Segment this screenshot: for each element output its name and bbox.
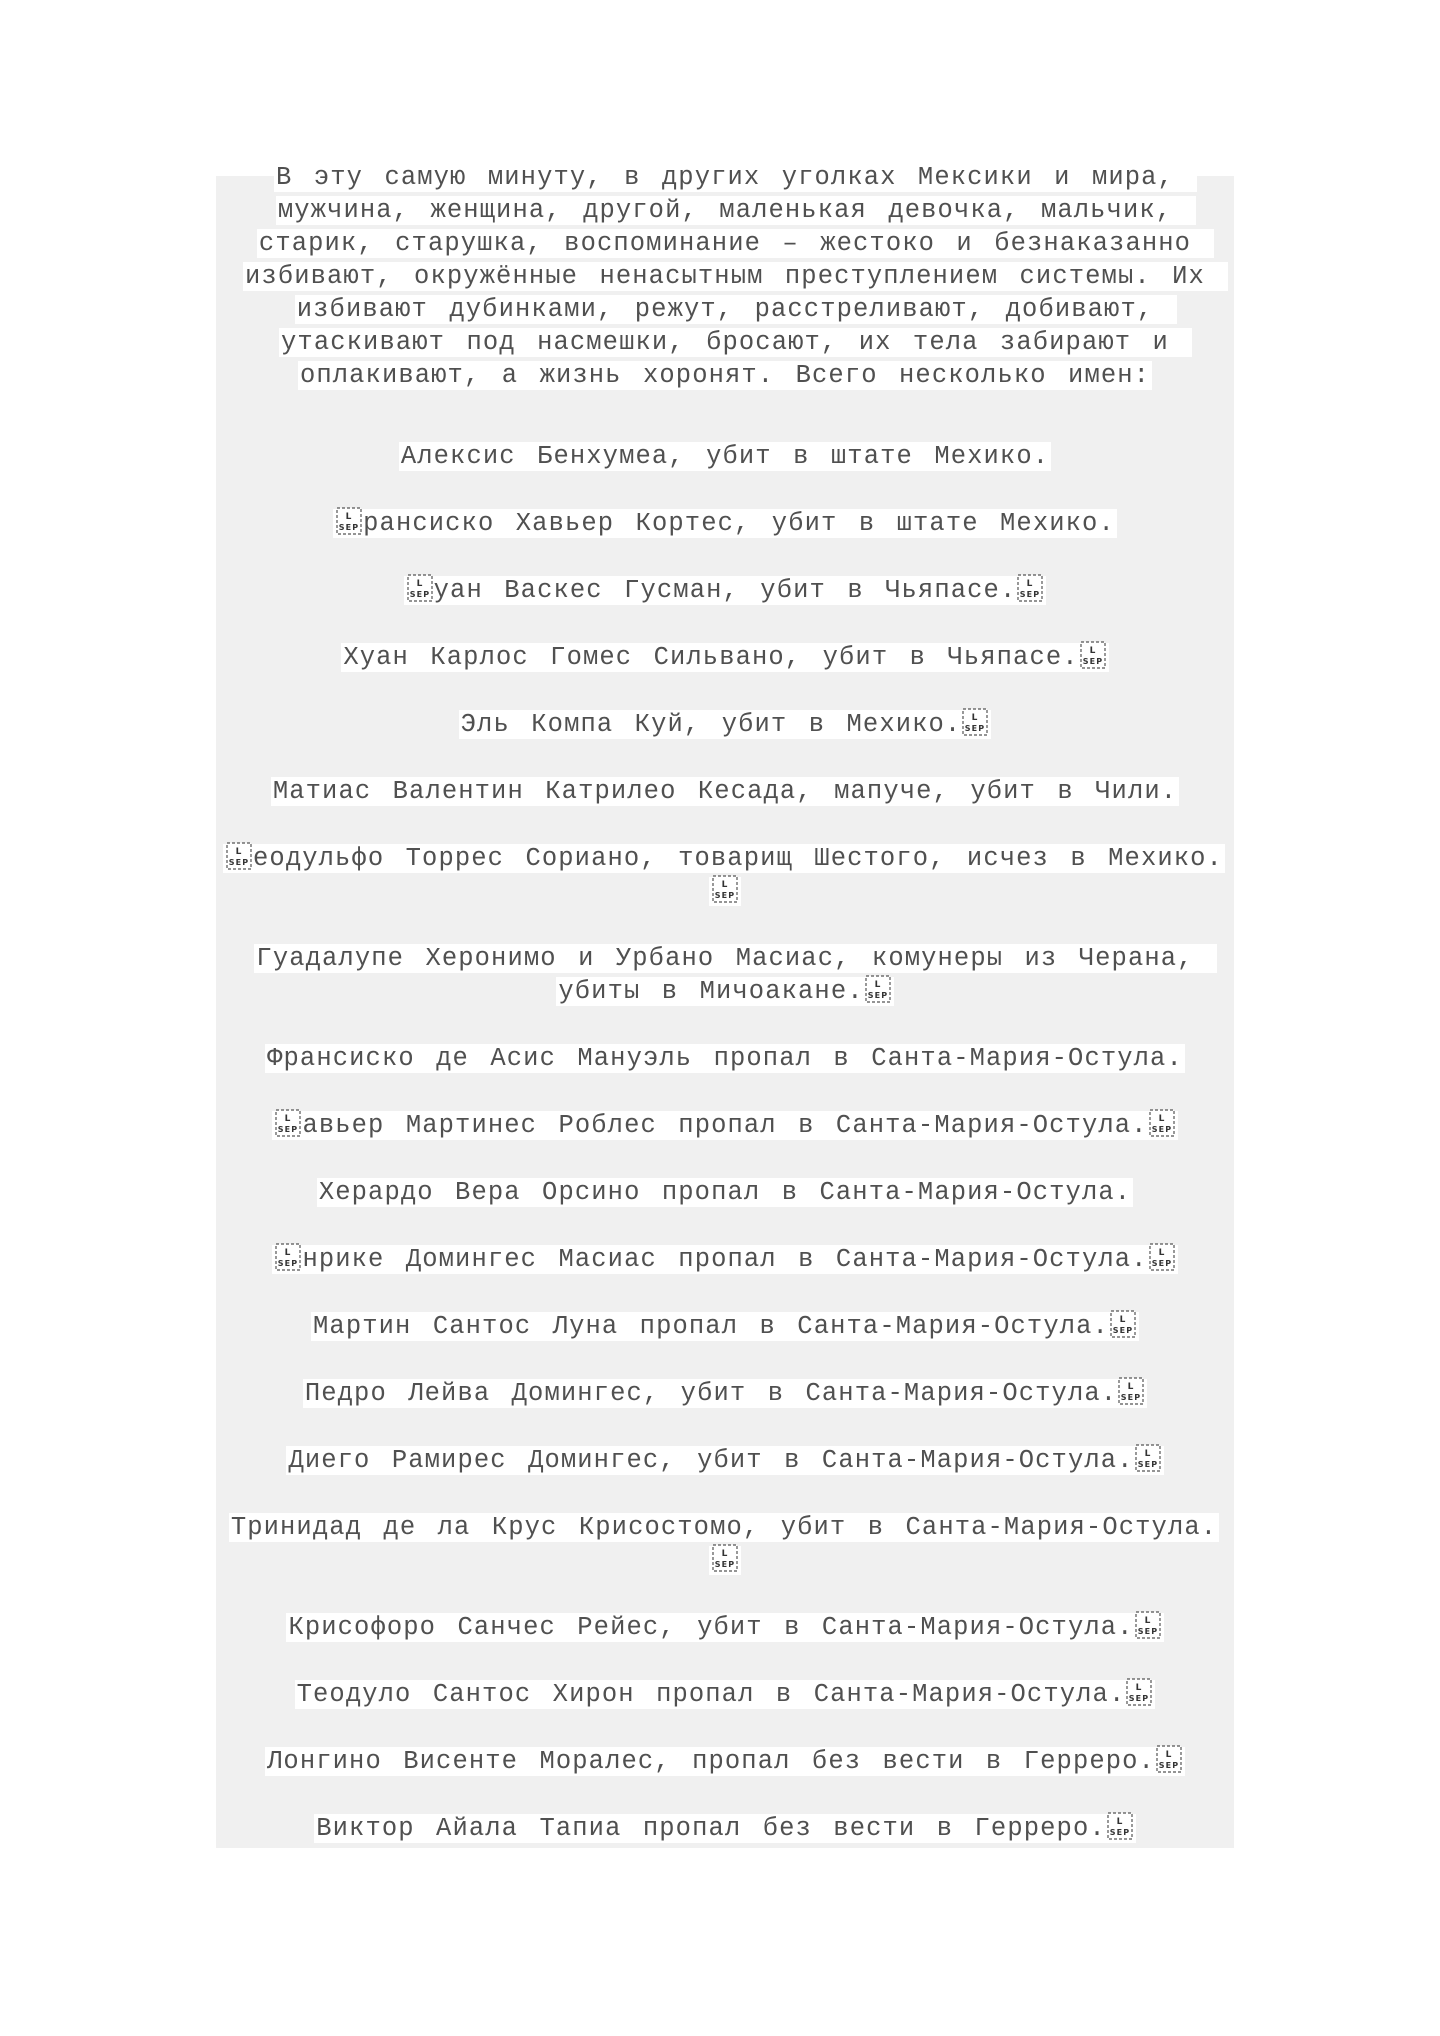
svg-text:SEP: SEP bbox=[1109, 1828, 1130, 1837]
name-entry-highlight bbox=[317, 1178, 1133, 1207]
svg-text:L: L bbox=[1158, 1248, 1165, 1258]
name-entry bbox=[216, 1042, 1234, 1075]
svg-text:L: L bbox=[874, 980, 882, 990]
svg-text:L: L bbox=[1026, 579, 1034, 589]
name-entry-highlight bbox=[286, 1613, 1163, 1642]
svg-text:SEP: SEP bbox=[1137, 1627, 1158, 1636]
name-entry-highlight bbox=[272, 1111, 1177, 1140]
svg-text:SEP: SEP bbox=[1082, 657, 1103, 666]
line-separator-icon bbox=[275, 1109, 301, 1137]
name-entry bbox=[216, 574, 1234, 607]
svg-text:L: L bbox=[285, 1248, 292, 1258]
name-entry bbox=[216, 1611, 1234, 1644]
svg-text:SEP: SEP bbox=[228, 858, 250, 867]
name-entry bbox=[216, 1745, 1234, 1778]
name-entry bbox=[216, 775, 1234, 808]
line-separator-icon bbox=[1135, 1611, 1161, 1639]
name-entry-highlight bbox=[265, 1747, 1185, 1776]
svg-text:L: L bbox=[1158, 1114, 1165, 1124]
line-separator-icon bbox=[1080, 641, 1106, 669]
name-entry bbox=[216, 1310, 1234, 1343]
name-entry-highlight bbox=[303, 1379, 1147, 1408]
svg-text:SEP: SEP bbox=[1129, 1694, 1150, 1703]
line-separator-icon bbox=[1135, 1444, 1161, 1472]
name-entry-highlight bbox=[223, 844, 1225, 906]
name-entry-text: Гуадалупе Херонимо и Урбано Масиас, комунеры из Черана, убиты в Мичоакане. bbox=[256, 944, 1215, 1006]
svg-text:SEP: SEP bbox=[1151, 1125, 1172, 1134]
line-separator-icon bbox=[1107, 1812, 1133, 1840]
svg-text:SEP: SEP bbox=[1120, 1393, 1142, 1402]
name-entry-text: Мартин Сантос Луна пропал в Санта-Мария-Остула. bbox=[313, 1312, 1109, 1341]
line-separator-icon bbox=[962, 708, 988, 736]
name-entry-text: Лонгино Висенте Моралес, пропал без вести в Герреро. bbox=[267, 1747, 1155, 1776]
name-entry bbox=[216, 1176, 1234, 1209]
name-entry bbox=[216, 1444, 1234, 1477]
name-entry-text: Эль Компа Куй, убит в Мехико. bbox=[460, 710, 962, 739]
svg-text:L: L bbox=[285, 1114, 292, 1124]
line-separator-icon bbox=[1017, 574, 1043, 602]
name-entry-highlight bbox=[272, 1245, 1177, 1274]
svg-text:L: L bbox=[235, 847, 243, 857]
name-entry-text: Тринидад де ла Крус Крисостомо, убит в Санта-Мария-Остула. bbox=[230, 1513, 1218, 1542]
name-entry-text: Алексис Бенхумеа, убит в штате Мехико. bbox=[400, 442, 1050, 471]
svg-text:L: L bbox=[721, 880, 729, 890]
name-entry-text: рансиско Хавьер Кортес, убит в штате Мехико. bbox=[363, 509, 1115, 538]
line-separator-icon bbox=[865, 975, 891, 1003]
svg-text:SEP: SEP bbox=[409, 590, 430, 599]
name-entry-text: Франсиско де Асис Мануэль пропал в Санта-Мария-Остула. bbox=[267, 1044, 1183, 1073]
name-entry-text: нрике Домингес Масиас пропал в Санта-Мария-Остула. bbox=[302, 1245, 1148, 1274]
name-entry bbox=[216, 1109, 1234, 1142]
svg-text:L: L bbox=[1144, 1449, 1151, 1459]
line-separator-icon bbox=[1110, 1310, 1136, 1338]
name-entry bbox=[216, 708, 1234, 741]
svg-text:L: L bbox=[1144, 1616, 1151, 1626]
name-entry-text: Крисофоро Санчес Рейес, убит в Санта-Мария-Остула. bbox=[288, 1613, 1134, 1642]
name-entry-highlight bbox=[333, 509, 1117, 538]
name-entry-highlight bbox=[295, 1680, 1156, 1709]
svg-text:SEP: SEP bbox=[1151, 1259, 1172, 1268]
name-entry-highlight bbox=[271, 777, 1179, 806]
line-separator-icon bbox=[1149, 1109, 1175, 1137]
svg-text:L: L bbox=[1116, 1817, 1124, 1827]
svg-text:L: L bbox=[971, 713, 979, 723]
name-entry-text: Виктор Айала Тапиа пропал без вести в Герреро. bbox=[316, 1814, 1106, 1843]
line-separator-icon bbox=[407, 574, 433, 602]
text-block-background bbox=[216, 176, 1234, 1848]
name-entry-highlight bbox=[286, 1446, 1163, 1475]
svg-text:SEP: SEP bbox=[278, 1125, 299, 1134]
svg-text:SEP: SEP bbox=[1112, 1326, 1134, 1335]
svg-text:SEP: SEP bbox=[867, 991, 888, 1000]
svg-text:SEP: SEP bbox=[1020, 590, 1041, 599]
name-entry-highlight bbox=[399, 442, 1051, 471]
line-separator-icon bbox=[1149, 1243, 1175, 1271]
name-entry-highlight bbox=[254, 944, 1217, 1006]
name-entry-highlight bbox=[311, 1312, 1139, 1341]
svg-text:SEP: SEP bbox=[278, 1259, 299, 1268]
svg-text:L: L bbox=[1089, 646, 1097, 656]
intro-paragraph bbox=[216, 161, 1234, 392]
name-entry-text: авьер Мартинес Роблес пропал в Санта-Мария-Остула. bbox=[302, 1111, 1148, 1140]
name-entry bbox=[216, 842, 1234, 908]
name-entry bbox=[216, 1377, 1234, 1410]
name-entry-text: уан Васкес Гусман, убит в Чьяпасе. bbox=[433, 576, 1017, 605]
svg-text:L: L bbox=[1165, 1750, 1173, 1760]
svg-text:L: L bbox=[721, 1549, 729, 1559]
name-entry-text: Диего Рамирес Домингес, убит в Санта-Мария-Остула. bbox=[288, 1446, 1134, 1475]
name-entry-text: Хуан Карлос Гомес Сильвано, убит в Чьяпасе. bbox=[343, 643, 1079, 672]
svg-text:L: L bbox=[1135, 1683, 1143, 1693]
line-separator-icon bbox=[226, 842, 252, 870]
name-entry bbox=[216, 507, 1234, 540]
name-entry-highlight bbox=[404, 576, 1047, 605]
svg-text:SEP: SEP bbox=[338, 523, 360, 532]
line-separator-icon bbox=[336, 507, 362, 535]
svg-text:SEP: SEP bbox=[714, 891, 736, 900]
name-entry-text: Херардо Вера Орсино пропал в Санта-Мария-Остула. bbox=[318, 1178, 1132, 1207]
name-entry bbox=[216, 1511, 1234, 1577]
svg-text:SEP: SEP bbox=[714, 1560, 736, 1569]
line-separator-icon bbox=[275, 1243, 301, 1271]
name-entry bbox=[216, 1243, 1234, 1276]
svg-text:L: L bbox=[1119, 1315, 1127, 1325]
name-entry-highlight bbox=[229, 1513, 1219, 1575]
name-entry-highlight bbox=[314, 1814, 1136, 1843]
svg-text:SEP: SEP bbox=[1137, 1460, 1158, 1469]
name-entry bbox=[216, 1678, 1234, 1711]
line-separator-icon bbox=[712, 875, 738, 903]
line-separator-icon bbox=[1156, 1745, 1182, 1773]
name-entry-text: Матиас Валентин Катрилео Кесада, мапуче, убит в Чили. bbox=[272, 777, 1178, 806]
name-entry-text: еодульфо Торрес Сориано, товарищ Шестого, исчез в Мехико. bbox=[253, 844, 1223, 873]
name-entry-text: Педро Лейва Домингес, убит в Санта-Мария-Остула. bbox=[304, 1379, 1118, 1408]
name-entry bbox=[216, 440, 1234, 473]
name-entry-highlight bbox=[265, 1044, 1185, 1073]
line-separator-icon bbox=[1118, 1377, 1144, 1405]
name-entry bbox=[216, 1812, 1234, 1845]
svg-text:L: L bbox=[345, 512, 353, 522]
svg-text:L: L bbox=[1127, 1382, 1135, 1392]
line-separator-icon bbox=[1126, 1678, 1152, 1706]
name-entry-highlight bbox=[341, 643, 1108, 672]
name-entry-highlight bbox=[459, 710, 992, 739]
intro-text: В эту самую минуту, в других уголках Мексики и мира, мужчина, женщина, другой, маленькая девочка, мальчик, старик, старушка, воспоминание – жестоко и безнаказанно избивают, окружённые ненасытным преступлением системы. Их избивают дубинками, режут, расстреливают, добивают, утаскивают под насмешки, бросают, их тела забирают и оплакивают, а жизнь хоронят. Всего несколько имен: bbox=[245, 163, 1227, 390]
svg-text:SEP: SEP bbox=[1158, 1761, 1180, 1770]
name-entry-text: Теодуло Сантос Хирон пропал в Санта-Мария-Остула. bbox=[296, 1680, 1126, 1709]
name-entry bbox=[216, 641, 1234, 674]
line-separator-icon bbox=[712, 1544, 738, 1572]
svg-text:L: L bbox=[416, 579, 424, 589]
svg-text:SEP: SEP bbox=[965, 724, 986, 733]
name-entry bbox=[216, 942, 1234, 1008]
